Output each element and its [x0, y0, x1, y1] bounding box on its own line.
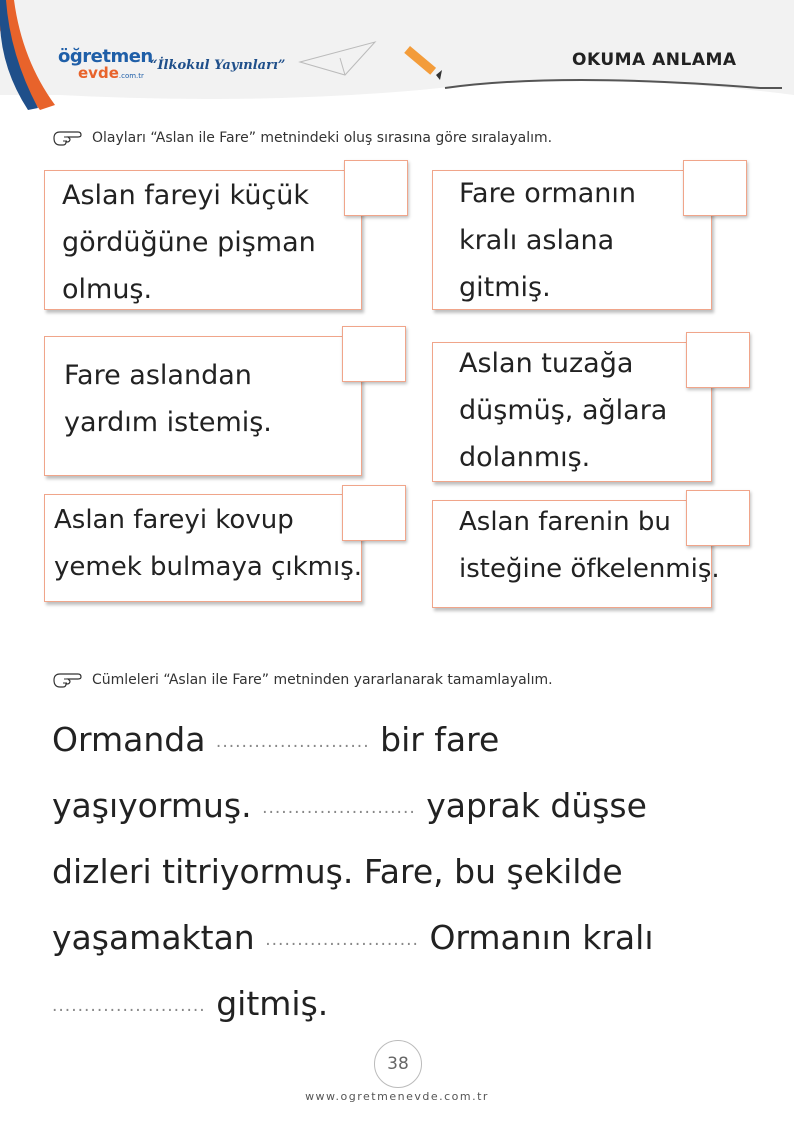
event-card-3-text: Fare aslandan yardım istemiş. — [64, 360, 272, 438]
order-box-3[interactable] — [342, 326, 406, 382]
order-box-5[interactable] — [342, 485, 406, 541]
website-url: www.ogretmenevde.com.tr — [305, 1090, 489, 1103]
section-title: OKUMA ANLAMA — [572, 50, 737, 70]
order-box-1[interactable] — [344, 160, 408, 216]
event-card-5-text: Aslan fareyi kovup yemek bulmaya çıkmış. — [54, 505, 363, 582]
page-number: 38 — [374, 1040, 422, 1088]
order-box-4[interactable] — [686, 332, 750, 388]
fill-line-1: Ormanda ........................ bir fare — [52, 720, 500, 759]
publisher-name: “İlkokul Yayınları” — [150, 58, 286, 73]
pointing-hand-icon — [52, 670, 82, 690]
logo-domain: .com.tr — [118, 72, 144, 80]
event-card-6-text: Aslan farenin bu isteğine öfkelenmiş. — [459, 507, 720, 584]
logo-top-text: öğretmen — [58, 46, 153, 67]
fill-line-3: dizleri titriyormuş. Fare, bu şekilde — [52, 852, 623, 891]
order-box-2[interactable] — [683, 160, 747, 216]
exercise1-instruction — [52, 128, 552, 148]
event-card-2-text: Fare ormanın kralı aslana gitmiş. — [459, 178, 637, 303]
event-card-1-text: Aslan fareyi küçük gördüğüne pişman olmuş. — [62, 180, 316, 305]
blank-2[interactable]: ........................ — [262, 797, 416, 818]
blank-1[interactable]: ........................ — [215, 731, 370, 752]
instruction-text: Olayları “Aslan ile Fare” metnindeki oluş sırasına göre sıralayalım. — [92, 130, 553, 146]
logo-bottom-text: evde.com.tr — [78, 64, 144, 82]
blank-3[interactable]: ........................ — [265, 929, 419, 950]
fill-line-2: yaşıyormuş. ........................ yaprak düşse — [52, 786, 647, 825]
order-box-6[interactable] — [686, 490, 750, 546]
publisher-logo — [58, 48, 153, 84]
blank-4[interactable]: ........................ — [52, 995, 206, 1016]
instruction-text: Cümleleri “Aslan ile Fare” metninden yararlanarak tamamlayalım. — [92, 672, 553, 688]
event-card-4-text: Aslan tuzağa düşmüş, ağlara dolanmış. — [459, 348, 668, 473]
fill-line-4: yaşamaktan ........................ Ormanın kralı — [52, 918, 654, 957]
fill-line-5: ........................ gitmiş. — [52, 984, 329, 1023]
pointing-hand-icon — [52, 128, 82, 148]
exercise2-instruction — [52, 670, 553, 690]
